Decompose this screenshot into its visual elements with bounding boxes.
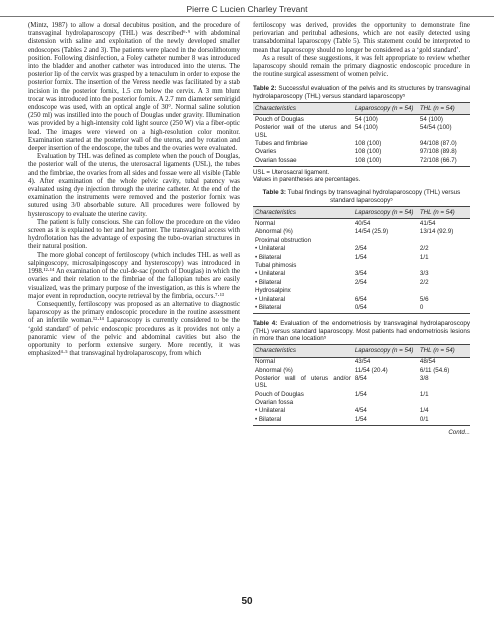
table-3-label: Table 3:: [262, 189, 286, 197]
column-header: Laparoscopy (n = 54): [353, 207, 418, 219]
table-cell: Tubes and fimbriae: [255, 140, 308, 148]
table-2-caption-text: Successful evaluation of the pelvis and its structures by transvaginal hydrolaparoscopy (THL) versus standard laparoscopy⁵: [253, 85, 470, 100]
table-3-caption-text: Tubal findings by transvaginal hydrolaparoscopy (THL) versus standard laparoscopy⁵: [287, 189, 461, 204]
header-rule: [0, 16, 494, 17]
table-cell: 41/54: [419, 220, 436, 228]
table-row: [253, 366, 470, 374]
table-cell: 11/54 (20.4): [354, 366, 388, 374]
table-cell: [418, 261, 470, 269]
table-row: [253, 228, 470, 236]
table-cell: Ovarian fossa: [255, 398, 294, 406]
table-row: [253, 303, 470, 313]
table-4-label: Table 4:: [253, 320, 278, 328]
table-cell: 0/54: [353, 303, 418, 313]
table-cell: • Bilateral: [255, 253, 282, 261]
table-cell: 3/54: [354, 270, 367, 278]
table-cell: 13/14 (92.9): [419, 228, 454, 236]
page-number: 50: [241, 596, 253, 607]
table-cell: 54 (100): [354, 124, 378, 132]
table-cell: 94/108 (87.0): [419, 140, 457, 148]
table-cell: 2/54: [354, 278, 367, 286]
table-cell: • Bilateral: [253, 303, 353, 313]
table-cell: • Unilateral: [255, 270, 286, 278]
table-cell: Ovarian fossae: [253, 156, 353, 166]
table-row: [253, 156, 470, 166]
table-cell: Proximal obstruction: [255, 236, 312, 244]
table-row: [253, 398, 470, 406]
table-row: [253, 261, 470, 269]
table-cell: Posterior wall of the uterus and USL: [255, 124, 351, 139]
column-header: THL (n = 54): [418, 345, 470, 357]
table-row: [253, 253, 470, 261]
running-head: Pierre C Lucien Charley Trevant: [186, 4, 308, 14]
table-2-caption: [253, 85, 470, 100]
table-cell: 14/54 (25.9): [354, 228, 389, 236]
table-cell: [418, 398, 470, 406]
table-cell: 3/3: [419, 270, 429, 278]
paragraph: (Mintz, 1987) to allow a dorsal decubitus position, and the procedure of transvaginal hydrolaparoscopy (THL) was described⁶·⁹ with abdominal distension with saline and exploitation of the newly developed smaller endoscopes (Tables 2 and 3). The patients were placed in the dorsolithotomy position. Following disinfection, a Foley catheter number 8 was introduced into the bladder and another catheter was introduced into the uterus. The posterior lip of the cervix was grasped by a tenaculum in order to expose the posterior fornix. The insertion of the Veress needle was facilitated by a stab incision in the posterior fornix, 1.5 cm below the cervix. A 3 mm blunt trocar was introduced into the posterior fornix. A 2.7 mm diameter semirigid endoscope was used, with an optical angle of 30°. Normal saline solution (250 ml) was instilled into the pouch of Douglas under gravity. Illumination was provided by a high-intensity cold light source (250 W) via a fiber-optic lead. The images were viewed on a high-resolution color monitor. Examination started at the posterior wall of the uterus, and by rotation and deeper insertion of the endoscope, the tubes and the ovaries were evaluated.: [28, 22, 240, 153]
table-cell: Posterior wall of uterus and/or USL: [255, 374, 351, 390]
table-row: [253, 390, 470, 398]
table-row: [253, 219, 470, 228]
table-4-caption: [253, 320, 470, 342]
table-cell: Ovaries: [255, 148, 277, 156]
table-cell: 2/54: [354, 245, 367, 253]
table-cell: [418, 287, 470, 295]
table-2-label: Table 2:: [253, 85, 277, 93]
table-cell: Normal: [255, 220, 275, 228]
paragraph: fertiloscopy was derived, provides the opportunity to demonstrate fine periovarian and peritubal adhesions, which are not easily detected using transabdominal laparoscopy (Table 5). This statement could be interpreted to mean that laparoscopy should no longer be considered as a ‘gold standard’.: [253, 22, 470, 54]
table-3: [253, 206, 470, 314]
table-row: [253, 148, 470, 156]
table-row: [253, 124, 470, 140]
table-cell: 1/4: [419, 407, 429, 415]
table-row: [253, 245, 470, 253]
table-cell: 40/54: [354, 220, 371, 228]
table-cell: Normal: [255, 358, 275, 366]
table-note: Values in parentheses are percentages.: [253, 176, 361, 184]
column-header: Characteristics: [253, 103, 353, 115]
table-cell: 1/54: [354, 253, 367, 261]
column-header: THL (n = 54): [418, 103, 470, 115]
table-2-notes: [253, 169, 470, 183]
table-cell: Abnormal (%): [255, 228, 293, 236]
column-header: Characteristics: [253, 345, 353, 357]
table-cell: [353, 287, 418, 295]
table-3-caption: [253, 189, 470, 204]
table-cell: 0/1: [418, 415, 470, 425]
table-note: USL = Uterosacral ligament.: [253, 169, 330, 176]
table-cell: • Unilateral: [255, 295, 286, 303]
column-header: Characteristics: [253, 207, 353, 219]
table-cell: Pouch of Douglas: [255, 390, 304, 398]
table-cell: 1/54: [353, 415, 418, 425]
table-2: [253, 102, 470, 167]
table-row: [253, 115, 470, 124]
table-cell: 5/6: [419, 295, 429, 303]
left-column: [28, 22, 240, 358]
table-row: [253, 278, 470, 286]
table-cell: [353, 398, 418, 406]
table-cell: 108 (100): [354, 140, 382, 148]
table-cell: 8/54: [354, 374, 367, 382]
table-cell: Tubal phimosis: [255, 261, 297, 269]
table-cell: 72/108 (66.7): [418, 156, 470, 166]
table-cell: 108 (100): [354, 148, 382, 156]
table-cell: • Bilateral: [253, 415, 353, 425]
table-cell: 1/1: [419, 253, 429, 261]
table-cell: [353, 261, 418, 269]
right-column: [253, 22, 470, 437]
paragraph: Evaluation by THL was defined as complete when the pouch of Douglas, the posterior wall of the uterus, the uterosacral ligaments (USL), the tubes and the fimbriae, the ovaries from all sides and fossae were all visible (Table 4). After examination of the whole pelvic cavity, tubal patency was evaluated using dye injection through the uterine catheter. At the end of the examination the instruments were removed and the posterior fornix was sutured using 3/0 absorbable suture. All procedures were followed by hysteroscopy to evaluate the uterine cavity.: [28, 153, 240, 218]
table-cell: Hydrosalpinx: [255, 287, 291, 295]
table-cell: • Unilateral: [255, 407, 286, 415]
table-row: [253, 236, 470, 244]
table-4: [253, 344, 470, 426]
table-cell: 48/54: [419, 358, 436, 366]
table-cell: [418, 236, 470, 244]
paragraph: The patient is fully conscious. She can follow the procedure on the video screen as it is explained to her and her partner. The transvaginal access with hydroflotation has the advantage of exposing the tubo-ovarian structures in their natural position.: [28, 218, 240, 251]
table-cell: [353, 236, 418, 244]
column-header: Laparoscopy (n = 54): [353, 345, 418, 357]
table-cell: 0: [418, 303, 470, 313]
table-4-caption-text: Evaluation of the endometriosis by transvaginal hydrolaparoscopy (THL) versus standard laparoscopy. Most patients had endometriosis lesions in more than one location⁵: [253, 320, 470, 342]
column-header: Laparoscopy (n = 54): [353, 103, 418, 115]
table-cell: • Bilateral: [255, 278, 282, 286]
table-cell: 54 (100): [419, 116, 443, 124]
column-header: THL (n = 54): [418, 207, 470, 219]
table-cell: 6/11 (54.6): [419, 366, 450, 374]
table-cell: 2/2: [419, 278, 429, 286]
paragraph: As a result of these suggestions, it was felt appropriate to review whether laparoscopy should remain the primary diagnostic endoscopic procedure in the routine surgical assessment of women pelvic.: [253, 54, 470, 79]
table-cell: Pouch of Douglas: [255, 116, 304, 124]
table-cell: 43/54: [354, 358, 371, 366]
table-row: [253, 139, 470, 147]
table-cell: 97/108 (89.8): [419, 148, 457, 156]
table-cell: 2/2: [419, 245, 429, 253]
continued-label: Contd...: [448, 428, 470, 436]
table-row: [253, 287, 470, 295]
table-row: [253, 374, 470, 390]
paragraph: Consequently, fertiloscopy was proposed as an alternative to diagnostic laparoscopy as the primary endoscopic procedure in the routine assessment of an infertile woman.¹²·¹⁴ Laparoscopy is currently considered to be the ‘gold standard’ of pelvic endoscopic procedures as it provides not only a panoramic view of the pelvic and abdominal cavities but also the opportunity to perform extensive surgery. More recently, it was emphasized⁴·⁵ that transvaginal hydrolaparoscopy, from which: [28, 300, 240, 358]
table-row: [253, 295, 470, 303]
paragraph: The more global concept of fertiloscopy (which includes THL as well as salpingoscopy, microsalpingoscopy and hysteroscopy) was introduced in 1998.¹²·¹⁴ An examination of the cul-de-sac (pouch of Douglas) in which the ovaries and their relation to the fimbriae of the fallopian tubes are easily visualized, was the primary purpose of the investigation, as this is where the major event in reproduction, oocyte retrieval by the fimbria, occurs.⁷·¹³: [28, 251, 240, 300]
table-cell: 1/1: [419, 390, 429, 398]
table-row: [253, 415, 470, 425]
table-cell: • Unilateral: [255, 245, 286, 253]
table-cell: 54/54 (100): [419, 124, 452, 132]
table-cell: 4/54: [354, 407, 367, 415]
table-cell: 1/54: [354, 390, 367, 398]
table-cell: 6/54: [354, 295, 367, 303]
table-row: [253, 407, 470, 415]
table-row: [253, 357, 470, 366]
table-cell: Abnormal (%): [255, 366, 293, 374]
table-cell: 108 (100): [353, 156, 418, 166]
table-cell: 54 (100): [354, 116, 378, 124]
table-cell: 3/8: [419, 374, 429, 382]
table-row: [253, 270, 470, 278]
